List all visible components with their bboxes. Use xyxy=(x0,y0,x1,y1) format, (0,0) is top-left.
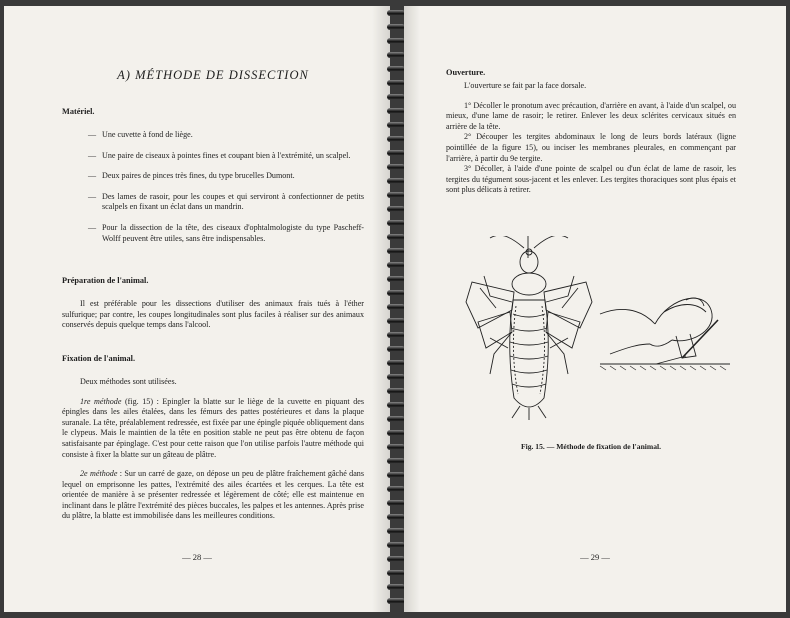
materiel-heading: Matériel. xyxy=(62,107,95,116)
spiral-coil xyxy=(387,164,405,170)
spiral-coil xyxy=(387,136,405,142)
spiral-coil xyxy=(387,262,405,268)
spiral-coil xyxy=(387,570,405,576)
spiral-coil xyxy=(387,360,405,366)
spiral-coil xyxy=(387,346,405,352)
preparation-heading: Préparation de l'animal. xyxy=(62,276,149,286)
method2-label: 2e méthode xyxy=(80,469,118,479)
ouverture-paragraph: 2° Découper les tergites abdominaux le long de leurs bords latéraux (ligne pointillée de la figure 15), ou inciser les membranes pleurales, en commençant par l'arrière, à partir du 9e tergite. xyxy=(446,132,736,163)
spiral-coil xyxy=(387,122,405,128)
spiral-coil xyxy=(387,234,405,240)
preparation-text: Il est préférable pour les dissections d'utiliser des animaux frais tués à l'éther sulfurique; par contre, les coupes longitudinales sont plus faciles à réaliser sur des animaux conservés depuis quelque temps dans l'alcool. xyxy=(62,299,364,330)
fixation-intro: Deux méthodes sont utilisées. xyxy=(80,376,177,386)
figure-caption: Fig. 15. — Méthode de fixation de l'animal. xyxy=(520,441,662,451)
spiral-coil xyxy=(387,444,405,450)
spiral-coil xyxy=(387,178,405,184)
spiral-coil xyxy=(387,598,405,604)
spiral-coil xyxy=(387,206,405,212)
spiral-coil xyxy=(387,542,405,548)
spiral-coil xyxy=(387,24,405,30)
ouverture-heading: Ouverture. xyxy=(446,68,486,77)
spiral-coil xyxy=(387,500,405,506)
ouverture-paragraph: 3° Décoller, à l'aide d'une pointe de scalpel ou d'un éclat de lame de rasoir, les tergites du tégument sous-jacent et les enlever. Les tergites thoraciques sont plus épais et sont plus délicats à retirer. xyxy=(446,164,736,195)
method2-paragraph xyxy=(62,469,364,522)
spiral-coil xyxy=(387,430,405,436)
spiral-coil xyxy=(387,38,405,44)
ouverture-paragraph: L'ouverture se fait par la face dorsale. xyxy=(464,81,587,90)
spiral-coil xyxy=(387,66,405,72)
list-item: — Deux paires de pinces très fines, du type brucelles Dumont. xyxy=(88,171,364,182)
list-item: — Des lames de rasoir, pour les coupes et qui serviront à confectionner de petits scalpels en fixant un éclat dans un mandrin. xyxy=(88,192,364,213)
page-number-right: — 29 — xyxy=(580,552,610,562)
right-page xyxy=(404,6,786,612)
spiral-coil xyxy=(387,220,405,226)
spiral-coil xyxy=(387,80,405,86)
materiel-list xyxy=(88,130,364,244)
spiral-coil xyxy=(387,108,405,114)
spiral-coil xyxy=(387,528,405,534)
spiral-coil xyxy=(387,304,405,310)
left-page xyxy=(4,6,390,612)
spiral-coil xyxy=(387,416,405,422)
fixation-heading: Fixation de l'animal. xyxy=(62,353,136,363)
cockroach-pinned-illustration-icon xyxy=(450,236,740,436)
spiral-coil xyxy=(387,94,405,100)
spiral-coil xyxy=(387,458,405,464)
section-title: A) MÉTHODE DE DISSECTION xyxy=(117,68,309,82)
spiral-coil xyxy=(387,402,405,408)
spiral-coil xyxy=(387,556,405,562)
spiral-coil xyxy=(387,472,405,478)
spiral-coil xyxy=(387,318,405,324)
method1-label: 1re méthode xyxy=(80,396,122,406)
spiral-coil xyxy=(387,514,405,520)
spiral-coil xyxy=(387,584,405,590)
spiral-coil xyxy=(387,290,405,296)
method1-text: (fig. 15) : Epingler la blatte sur le liège de la cuvette en piquant des épingles dans les ailes étalées, dans les fémurs des pattes postérieures et dans la plaque suranale. La tête, préalablement redressée, est fixée par une épingle piquée obliquement dans le clypeus. Mais le maintien de la tête en position stable ne peut pas être obtenu de façon satisfaisante par épinglage. C'est pour cette raison que l'on utilise parfois l'autre méthode qui consiste à fixer la blatte sur un gâteau de plâtre. xyxy=(62,396,364,459)
method2-text: : Sur un carré de gaze, on dépose un peu de plâtre fraîchement gâché dans lequel on emprisonne les pattes, l'extrémité des ailes écartées et les cerques. La tête est orientée de manière à se présenter redressée et légèrement de côté; elle est maintenue en inclinant dans le plâtre l'extrémité des pièces buccales, les palpes et les antennes. Après prise du plâtre, la blatte est immobilisée dans les meilleures conditions. xyxy=(62,469,364,521)
spiral-coil xyxy=(387,332,405,338)
list-item: — Pour la dissection de la tête, des ciseaux d'ophtalmologiste du type Pascheff-Wolff peuvent être utiles, sans être indispensables. xyxy=(88,223,364,244)
page-number-left: — 28 — xyxy=(182,552,212,562)
spiral-coil xyxy=(387,52,405,58)
spiral-coil xyxy=(387,486,405,492)
spiral-coil xyxy=(387,192,405,198)
spiral-coil xyxy=(387,10,405,16)
spiral-coil xyxy=(387,150,405,156)
list-item: — Une paire de ciseaux à pointes fines et coupant bien à l'extrémité, un scalpel. xyxy=(88,151,364,162)
method1-paragraph xyxy=(62,397,364,461)
figure-15 xyxy=(450,236,740,436)
spiral-coil xyxy=(387,248,405,254)
spiral-coil xyxy=(387,374,405,380)
spiral-coil xyxy=(387,388,405,394)
ouverture-paragraph: 1° Décoller le pronotum avec précaution, d'arrière en avant, à l'aide d'un scalpel, ou mieux, d'une lame de rasoir; le retirer. Enlever les deux sclérites cervicaux situés en arrière de la tête. xyxy=(446,100,736,131)
list-item: — Une cuvette à fond de liège. xyxy=(88,130,364,141)
spiral-coil xyxy=(387,276,405,282)
